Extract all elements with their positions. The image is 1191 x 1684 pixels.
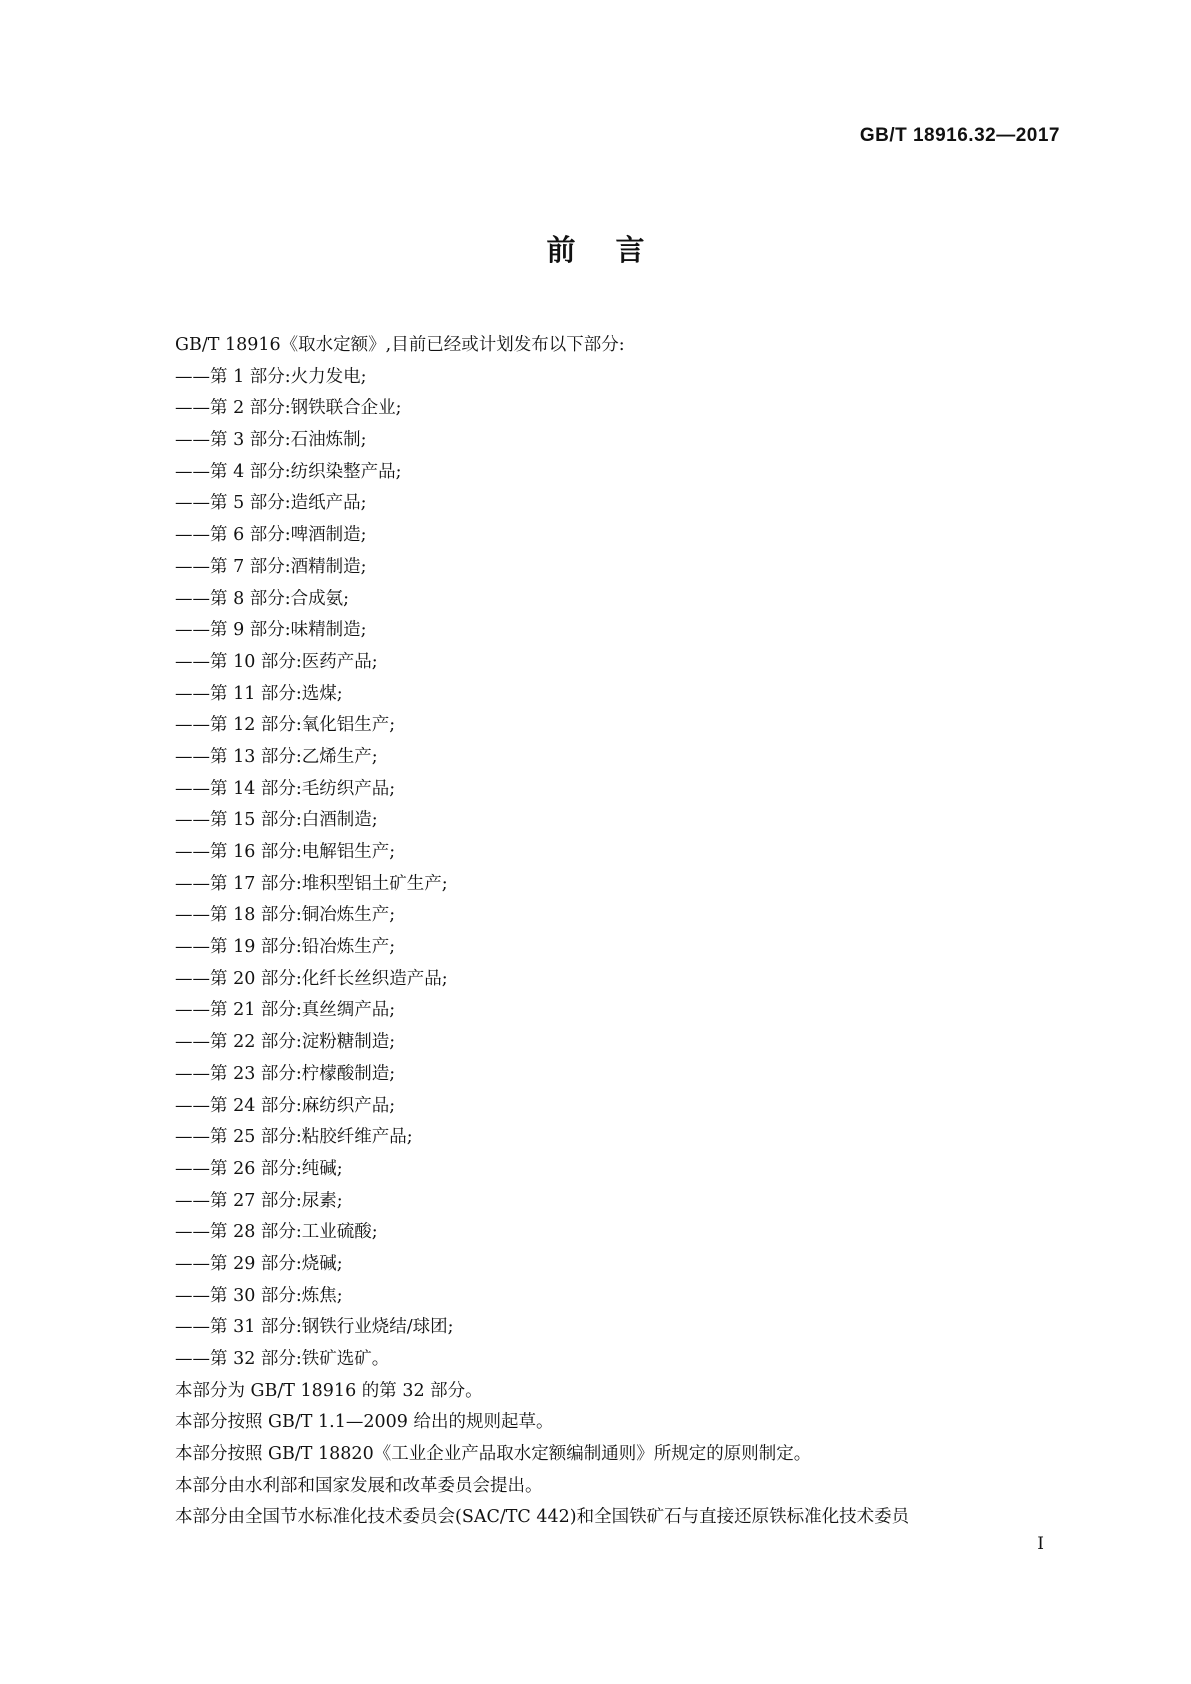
- page-title: 前言: [546, 233, 685, 267]
- part-list-item: ——第 30 部分:炼焦;: [175, 1285, 343, 1306]
- part-list-item: ——第 8 部分:合成氨;: [175, 588, 350, 609]
- body-paragraph: 本部分由全国节水标准化技术委员会(SAC/TC 442)和全国铁矿石与直接还原铁标准化技术委员: [175, 1507, 910, 1528]
- part-list-item: ——第 5 部分:造纸产品;: [175, 493, 367, 514]
- part-list-item: ——第 1 部分:火力发电;: [175, 366, 367, 387]
- part-list-item: ——第 20 部分:化纤长丝织造产品;: [175, 968, 448, 989]
- intro-paragraph: GB/T 18916《取水定额》,目前已经或计划发布以下部分:: [175, 335, 625, 355]
- part-list-item: ——第 29 部分:烧碱;: [175, 1253, 343, 1274]
- part-list-item: ——第 19 部分:铅冶炼生产;: [175, 937, 396, 958]
- body-paragraph: 本部分由水利部和国家发展和改革委员会提出。: [175, 1475, 543, 1496]
- document-body: [175, 330, 1065, 1534]
- part-list-item: ——第 22 部分:淀粉糖制造;: [175, 1032, 396, 1053]
- standard-number: GB/T 18916.32—2017: [859, 125, 1060, 146]
- part-list-item: ——第 32 部分:铁矿选矿。: [175, 1349, 390, 1369]
- part-list-item: ——第 21 部分:真丝绸产品;: [175, 1000, 396, 1021]
- part-list-item: ——第 2 部分:钢铁联合企业;: [175, 398, 402, 419]
- part-list-item: ——第 26 部分:纯碱;: [175, 1158, 343, 1179]
- part-list-item: ——第 27 部分:尿素;: [175, 1190, 343, 1211]
- body-paragraph: 本部分按照 GB/T 18820《工业企业产品取水定额编制通则》所规定的原则制定。: [175, 1444, 812, 1465]
- body-paragraph: 本部分为 GB/T 18916 的第 32 部分。: [175, 1380, 483, 1401]
- part-list-item: ——第 15 部分:白酒制造;: [175, 810, 378, 831]
- part-list-item: ——第 11 部分:选煤;: [175, 683, 343, 704]
- part-list-item: ——第 18 部分:铜冶炼生产;: [175, 905, 396, 926]
- part-list-item: ——第 28 部分:工业硫酸;: [175, 1222, 378, 1243]
- part-list-item: ——第 17 部分:堆积型铝土矿生产;: [175, 873, 448, 894]
- part-list-item: ——第 24 部分:麻纺织产品;: [175, 1095, 396, 1116]
- part-list-item: ——第 6 部分:啤酒制造;: [175, 525, 367, 546]
- page-number: I: [1037, 1534, 1044, 1554]
- part-list-item: ——第 12 部分:氧化铝生产;: [175, 715, 396, 736]
- part-list-item: ——第 10 部分:医药产品;: [175, 651, 378, 672]
- part-list-item: ——第 13 部分:乙烯生产;: [175, 746, 378, 767]
- paragraph-block: [175, 1376, 1065, 1534]
- part-list-item: ——第 14 部分:毛纺织产品;: [175, 778, 396, 799]
- part-list-item: ——第 4 部分:纺织染整产品;: [175, 461, 402, 482]
- part-list-item: ——第 31 部分:钢铁行业烧结/球团;: [175, 1317, 454, 1338]
- part-list-item: ——第 23 部分:柠檬酸制造;: [175, 1063, 396, 1084]
- part-list-item: ——第 7 部分:酒精制造;: [175, 556, 367, 577]
- part-list-item: ——第 9 部分:味精制造;: [175, 620, 367, 641]
- part-list-item: ——第 16 部分:电解铝生产;: [175, 842, 396, 862]
- part-list: [175, 362, 1065, 1376]
- body-paragraph: 本部分按照 GB/T 1.1—2009 给出的规则起草。: [175, 1412, 554, 1433]
- part-list-item: ——第 3 部分:石油炼制;: [175, 430, 367, 451]
- part-list-item: ——第 25 部分:粘胶纤维产品;: [175, 1127, 413, 1148]
